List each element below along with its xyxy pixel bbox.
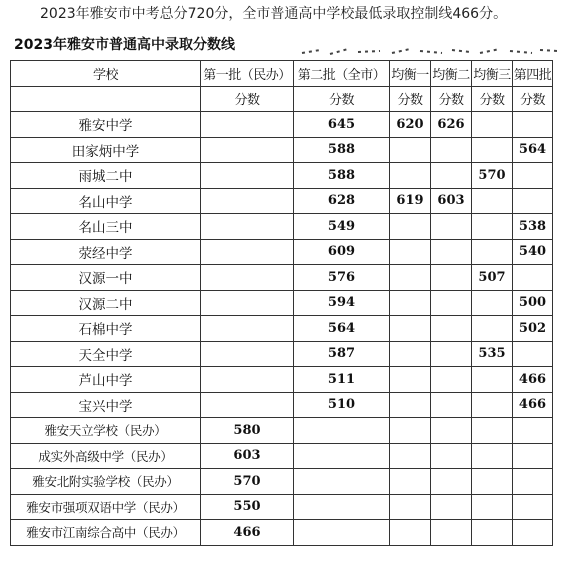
score-cell [390, 341, 431, 367]
subheader-cell: 分数 [201, 86, 294, 112]
score-cell [431, 290, 472, 316]
score-cell [513, 265, 553, 291]
school-name: 天全中学 [11, 341, 201, 367]
table-row [11, 188, 553, 214]
school-name: 成实外高级中学（民办） [11, 443, 201, 469]
score-cell: 603 [201, 443, 294, 469]
table-row [11, 443, 553, 469]
score-cell [472, 316, 513, 342]
score-cell [294, 469, 390, 495]
score-cell [390, 163, 431, 189]
subheader-cell: 分数 [431, 86, 472, 112]
score-cell [513, 188, 553, 214]
table-row [11, 469, 553, 495]
score-cell [390, 290, 431, 316]
school-name: 荥经中学 [11, 239, 201, 265]
score-cell [390, 367, 431, 393]
score-cell [390, 469, 431, 495]
table-row [11, 290, 553, 316]
table-row [11, 316, 553, 342]
table-row [11, 367, 553, 393]
score-cell: 588 [294, 163, 390, 189]
score-cell [472, 367, 513, 393]
score-cell [390, 520, 431, 546]
score-cell [513, 341, 553, 367]
score-cell [390, 443, 431, 469]
score-cell [472, 239, 513, 265]
table-row [11, 239, 553, 265]
score-cell [472, 112, 513, 138]
score-cell [201, 137, 294, 163]
subheader-row [11, 86, 553, 112]
column-header: 均衡一 [390, 61, 431, 87]
school-name: 雅安市强项双语中学（民办） [11, 494, 201, 520]
score-cell [201, 367, 294, 393]
table-row [11, 214, 553, 240]
score-cell: 538 [513, 214, 553, 240]
score-cell: 564 [513, 137, 553, 163]
score-cell [513, 112, 553, 138]
subheader-cell [11, 86, 201, 112]
table-row [11, 112, 553, 138]
score-cell [431, 469, 472, 495]
school-name: 宝兴中学 [11, 392, 201, 418]
score-cell [431, 520, 472, 546]
table-title: 2023年雅安市普通高中录取分数线 [14, 37, 235, 53]
school-name: 田家炳中学 [11, 137, 201, 163]
score-cell [431, 265, 472, 291]
score-cell [513, 520, 553, 546]
score-cell [472, 137, 513, 163]
score-cell: 507 [472, 265, 513, 291]
school-name: 雅安市江南综合高中（民办） [11, 520, 201, 546]
school-name: 汉源一中 [11, 265, 201, 291]
subheader-cell: 分数 [294, 86, 390, 112]
subheader-cell: 分数 [513, 86, 553, 112]
score-cell [472, 188, 513, 214]
school-name: 石棉中学 [11, 316, 201, 342]
score-cell [390, 392, 431, 418]
column-header: 第四批 [513, 61, 553, 87]
score-cell [431, 163, 472, 189]
table-row [11, 418, 553, 444]
score-cell [472, 443, 513, 469]
intro-text: 2023年雅安市中考总分720分，全市普通高中学校最低录取控制线466分。 [40, 6, 508, 22]
score-cell [201, 392, 294, 418]
score-cell: 500 [513, 290, 553, 316]
score-cell: 576 [294, 265, 390, 291]
score-cell [390, 316, 431, 342]
score-cell: 594 [294, 290, 390, 316]
score-cell: 587 [294, 341, 390, 367]
score-cell: 609 [294, 239, 390, 265]
score-cell: 580 [201, 418, 294, 444]
score-cell [431, 341, 472, 367]
score-cell: 510 [294, 392, 390, 418]
score-cell [472, 290, 513, 316]
score-cell [201, 341, 294, 367]
score-cell [513, 469, 553, 495]
score-cell [472, 520, 513, 546]
scribble-decoration [300, 45, 560, 57]
school-name: 雅安天立学校（民办） [11, 418, 201, 444]
score-cell: 549 [294, 214, 390, 240]
school-name: 汉源二中 [11, 290, 201, 316]
score-cell: 466 [513, 367, 553, 393]
score-cell [390, 137, 431, 163]
score-cell: 466 [201, 520, 294, 546]
score-cell: 603 [431, 188, 472, 214]
score-cell [201, 112, 294, 138]
score-table [10, 60, 553, 546]
score-cell: 570 [201, 469, 294, 495]
score-cell: 645 [294, 112, 390, 138]
score-cell [431, 239, 472, 265]
score-cell [201, 290, 294, 316]
score-cell [431, 214, 472, 240]
score-cell: 535 [472, 341, 513, 367]
score-cell [294, 520, 390, 546]
score-cell: 540 [513, 239, 553, 265]
score-cell [390, 239, 431, 265]
school-name: 名山三中 [11, 214, 201, 240]
score-cell [472, 392, 513, 418]
table-row [11, 520, 553, 546]
score-cell [431, 316, 472, 342]
score-cell [201, 188, 294, 214]
score-cell [431, 367, 472, 393]
score-cell [472, 494, 513, 520]
school-name: 雨城二中 [11, 163, 201, 189]
table-row [11, 265, 553, 291]
score-cell: 502 [513, 316, 553, 342]
table-row [11, 137, 553, 163]
column-header: 均衡二 [431, 61, 472, 87]
score-cell [201, 316, 294, 342]
score-cell [201, 239, 294, 265]
score-cell [201, 163, 294, 189]
score-cell: 619 [390, 188, 431, 214]
score-cell [201, 265, 294, 291]
score-cell [294, 494, 390, 520]
score-cell [431, 392, 472, 418]
score-cell [201, 214, 294, 240]
score-cell [513, 163, 553, 189]
score-cell: 511 [294, 367, 390, 393]
school-name: 芦山中学 [11, 367, 201, 393]
score-cell [390, 265, 431, 291]
score-cell [513, 494, 553, 520]
column-header: 学校 [11, 61, 201, 87]
score-cell [513, 418, 553, 444]
score-cell: 626 [431, 112, 472, 138]
score-cell [390, 214, 431, 240]
score-cell [431, 137, 472, 163]
column-header: 均衡三 [472, 61, 513, 87]
score-cell [431, 494, 472, 520]
score-cell: 466 [513, 392, 553, 418]
score-cell [294, 443, 390, 469]
score-cell: 620 [390, 112, 431, 138]
score-cell [390, 494, 431, 520]
school-name: 名山中学 [11, 188, 201, 214]
score-cell [431, 418, 472, 444]
table-row [11, 494, 553, 520]
score-cell: 588 [294, 137, 390, 163]
score-cell [472, 418, 513, 444]
table-row [11, 341, 553, 367]
score-cell: 628 [294, 188, 390, 214]
score-cell [431, 443, 472, 469]
school-name: 雅安北附实验学校（民办） [11, 469, 201, 495]
score-cell: 550 [201, 494, 294, 520]
subheader-cell: 分数 [390, 86, 431, 112]
column-header: 第二批（全市） [294, 61, 390, 87]
score-cell [513, 443, 553, 469]
header-row [11, 61, 553, 87]
table-row [11, 163, 553, 189]
score-cell [294, 418, 390, 444]
score-cell [472, 214, 513, 240]
table-row [11, 392, 553, 418]
score-cell [472, 469, 513, 495]
subheader-cell: 分数 [472, 86, 513, 112]
score-cell [390, 418, 431, 444]
score-cell: 570 [472, 163, 513, 189]
column-header: 第一批（民办） [201, 61, 294, 87]
school-name: 雅安中学 [11, 112, 201, 138]
score-cell: 564 [294, 316, 390, 342]
